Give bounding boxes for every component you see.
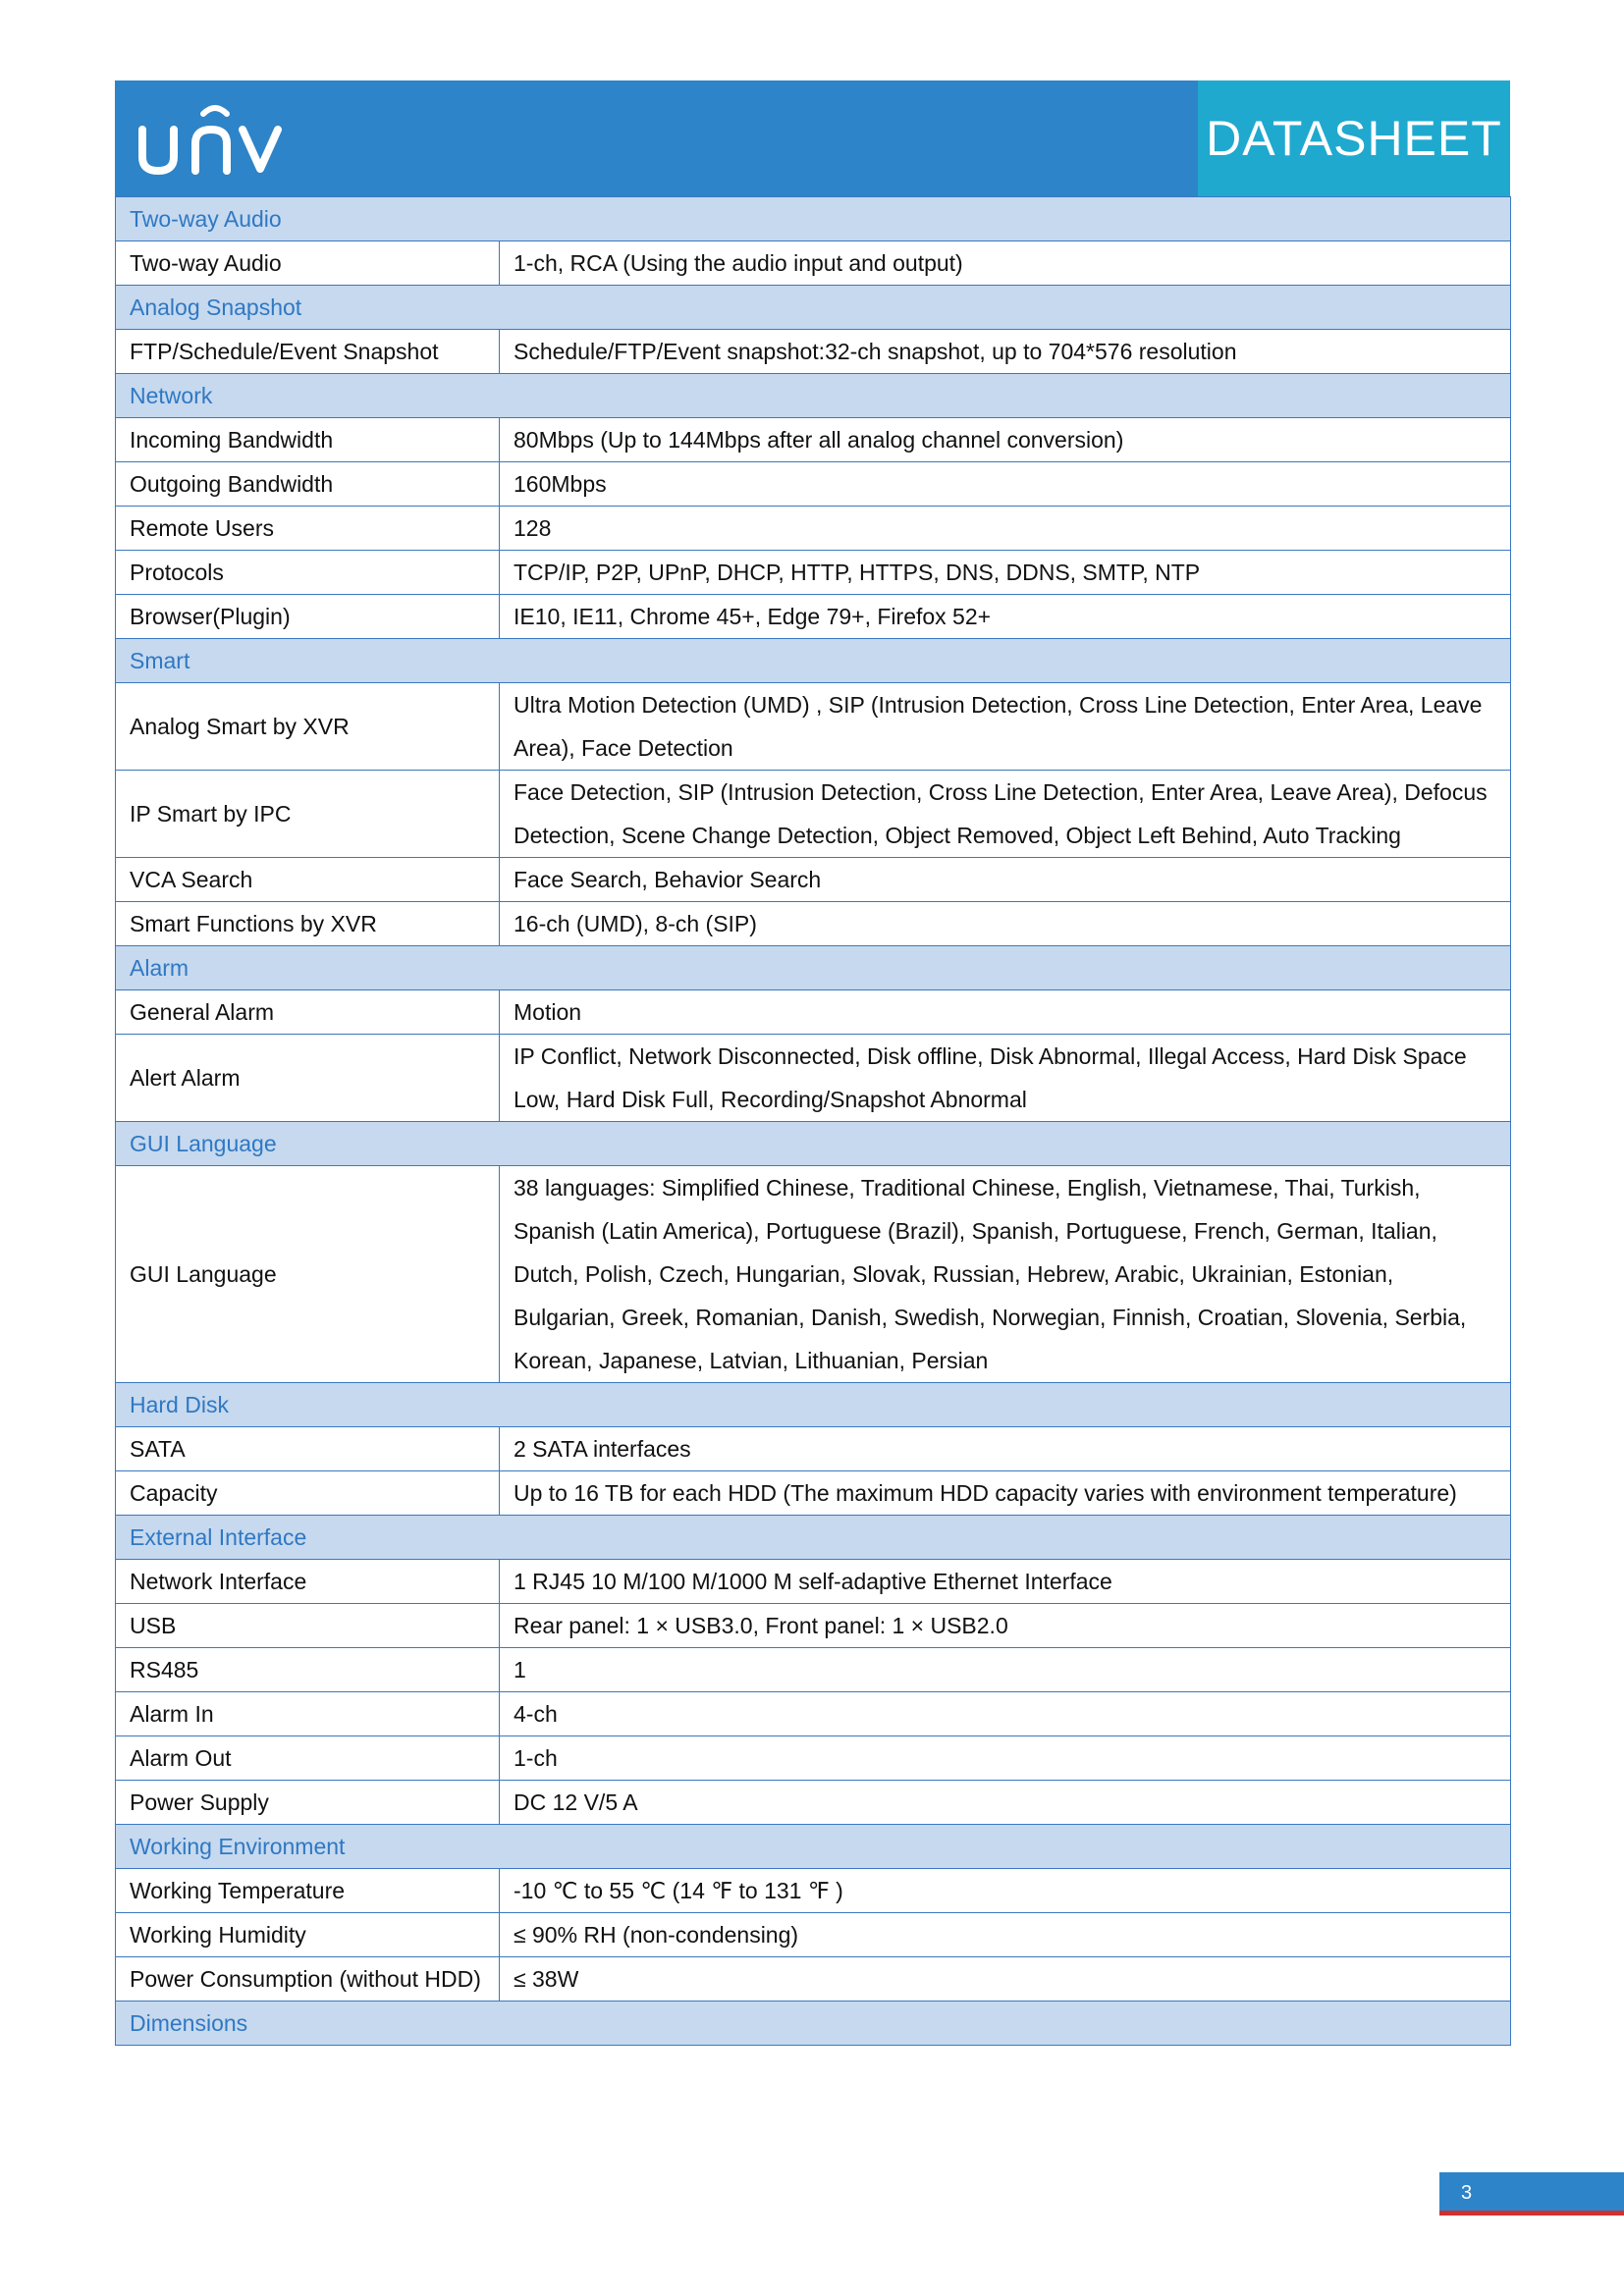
- spec-value: Face Detection, SIP (Intrusion Detection, Cross Line Detection, Enter Area, Leave Area), Defocus Detection, Scene Change Detection, Object Removed, Object Left Behind, Auto Tracking: [500, 771, 1511, 858]
- spec-value: ≤ 90% RH (non-condensing): [500, 1913, 1511, 1957]
- spec-row: [116, 507, 1511, 551]
- spec-value: Face Search, Behavior Search: [500, 858, 1511, 902]
- section-header-row: [116, 374, 1511, 418]
- spec-table-body: [116, 197, 1511, 2046]
- spec-name: Alert Alarm: [116, 1035, 500, 1122]
- section-header-row: [116, 639, 1511, 683]
- section-header-row: [116, 1825, 1511, 1869]
- spec-name: Working Temperature: [116, 1869, 500, 1913]
- spec-row: [116, 902, 1511, 946]
- spec-row: [116, 330, 1511, 374]
- spec-value: Up to 16 TB for each HDD (The maximum HDD capacity varies with environment temperature): [500, 1471, 1511, 1516]
- page-number-underline: [1439, 2211, 1624, 2216]
- section-title: Smart: [116, 639, 1511, 683]
- spec-row: [116, 1560, 1511, 1604]
- spec-row: [116, 1427, 1511, 1471]
- spec-value: 2 SATA interfaces: [500, 1427, 1511, 1471]
- spec-row: [116, 1869, 1511, 1913]
- spec-value: 38 languages: Simplified Chinese, Traditional Chinese, English, Vietnamese, Thai, Turkish, Spanish (Latin America), Portuguese (Brazil), Spanish, Portuguese, French, German, Italian, Dutch, Polish, Czech, Hungarian, Slovak, Russian, Hebrew, Arabic, Ukrainian, Estonian, Bulgarian, Greek, Romanian, Danish, Swedish, Norwegian, Finnish, Croatian, Slovenia, Serbia, Korean, Japanese, Latvian, Lithuanian, Persian: [500, 1166, 1511, 1383]
- section-title: Analog Snapshot: [116, 286, 1511, 330]
- spec-row: [116, 1957, 1511, 2002]
- section-header-row: [116, 286, 1511, 330]
- spec-name: Alarm Out: [116, 1736, 500, 1781]
- spec-value: -10 ℃ to 55 ℃ (14 ℉ to 131 ℉ ): [500, 1869, 1511, 1913]
- spec-row: [116, 551, 1511, 595]
- spec-name: Power Supply: [116, 1781, 500, 1825]
- spec-value: 128: [500, 507, 1511, 551]
- section-title: GUI Language: [116, 1122, 1511, 1166]
- spec-value: Rear panel: 1 × USB3.0, Front panel: 1 × USB2.0: [500, 1604, 1511, 1648]
- section-title: External Interface: [116, 1516, 1511, 1560]
- spec-name: Outgoing Bandwidth: [116, 462, 500, 507]
- spec-name: Working Humidity: [116, 1913, 500, 1957]
- spec-row: [116, 990, 1511, 1035]
- section-header-row: [116, 2002, 1511, 2046]
- spec-name: Network Interface: [116, 1560, 500, 1604]
- datasheet-label: DATASHEET: [1206, 111, 1502, 166]
- spec-value: IE10, IE11, Chrome 45+, Edge 79+, Firefox 52+: [500, 595, 1511, 639]
- spec-name: Protocols: [116, 551, 500, 595]
- spec-name: Alarm In: [116, 1692, 500, 1736]
- spec-row: [116, 1166, 1511, 1383]
- spec-row: [116, 1692, 1511, 1736]
- spec-row: [116, 1736, 1511, 1781]
- spec-value: IP Conflict, Network Disconnected, Disk offline, Disk Abnormal, Illegal Access, Hard Disk Space Low, Hard Disk Full, Recording/Snapshot Abnormal: [500, 1035, 1511, 1122]
- spec-name: General Alarm: [116, 990, 500, 1035]
- spec-row: [116, 858, 1511, 902]
- section-title: Network: [116, 374, 1511, 418]
- datasheet-header: [115, 80, 1510, 196]
- spec-row: [116, 1913, 1511, 1957]
- spec-value: 1: [500, 1648, 1511, 1692]
- spec-name: FTP/Schedule/Event Snapshot: [116, 330, 500, 374]
- spec-row: [116, 1648, 1511, 1692]
- spec-name: Smart Functions by XVR: [116, 902, 500, 946]
- spec-row: [116, 1471, 1511, 1516]
- page-number-box: [1439, 2172, 1624, 2215]
- spec-name: Analog Smart by XVR: [116, 683, 500, 771]
- spec-name: SATA: [116, 1427, 500, 1471]
- spec-row: [116, 1035, 1511, 1122]
- spec-value: 1 RJ45 10 M/100 M/1000 M self-adaptive Ethernet Interface: [500, 1560, 1511, 1604]
- spec-value: 1-ch, RCA (Using the audio input and output): [500, 241, 1511, 286]
- section-header-row: [116, 946, 1511, 990]
- section-title: Working Environment: [116, 1825, 1511, 1869]
- section-header-row: [116, 1122, 1511, 1166]
- spec-row: [116, 595, 1511, 639]
- spec-name: IP Smart by IPC: [116, 771, 500, 858]
- spec-name: Remote Users: [116, 507, 500, 551]
- spec-name: Browser(Plugin): [116, 595, 500, 639]
- datasheet-label-box: [1198, 80, 1510, 196]
- spec-name: USB: [116, 1604, 500, 1648]
- spec-value: Motion: [500, 990, 1511, 1035]
- section-header-row: [116, 1516, 1511, 1560]
- spec-name: Two-way Audio: [116, 241, 500, 286]
- spec-value: 4-ch: [500, 1692, 1511, 1736]
- page-number: 3: [1461, 2182, 1473, 2204]
- spec-table: [115, 196, 1511, 2046]
- section-title: Alarm: [116, 946, 1511, 990]
- spec-row: [116, 241, 1511, 286]
- spec-value: 80Mbps (Up to 144Mbps after all analog channel conversion): [500, 418, 1511, 462]
- spec-value: Ultra Motion Detection (UMD) , SIP (Intrusion Detection, Cross Line Detection, Enter Area, Leave Area), Face Detection: [500, 683, 1511, 771]
- section-header-row: [116, 197, 1511, 241]
- spec-name: Incoming Bandwidth: [116, 418, 500, 462]
- unv-logo: [136, 100, 284, 179]
- spec-value: ≤ 38W: [500, 1957, 1511, 2002]
- spec-row: [116, 462, 1511, 507]
- spec-value: 160Mbps: [500, 462, 1511, 507]
- spec-value: 1-ch: [500, 1736, 1511, 1781]
- section-header-row: [116, 1383, 1511, 1427]
- spec-name: VCA Search: [116, 858, 500, 902]
- spec-value: 16-ch (UMD), 8-ch (SIP): [500, 902, 1511, 946]
- spec-name: GUI Language: [116, 1166, 500, 1383]
- spec-name: Power Consumption (without HDD): [116, 1957, 500, 2002]
- spec-value: TCP/IP, P2P, UPnP, DHCP, HTTP, HTTPS, DNS, DDNS, SMTP, NTP: [500, 551, 1511, 595]
- spec-name: RS485: [116, 1648, 500, 1692]
- spec-row: [116, 771, 1511, 858]
- spec-value: DC 12 V/5 A: [500, 1781, 1511, 1825]
- section-title: Dimensions: [116, 2002, 1511, 2046]
- section-title: Hard Disk: [116, 1383, 1511, 1427]
- spec-row: [116, 1781, 1511, 1825]
- spec-value: Schedule/FTP/Event snapshot:32-ch snapshot, up to 704*576 resolution: [500, 330, 1511, 374]
- spec-row: [116, 1604, 1511, 1648]
- section-title: Two-way Audio: [116, 197, 1511, 241]
- spec-row: [116, 683, 1511, 771]
- spec-name: Capacity: [116, 1471, 500, 1516]
- spec-row: [116, 418, 1511, 462]
